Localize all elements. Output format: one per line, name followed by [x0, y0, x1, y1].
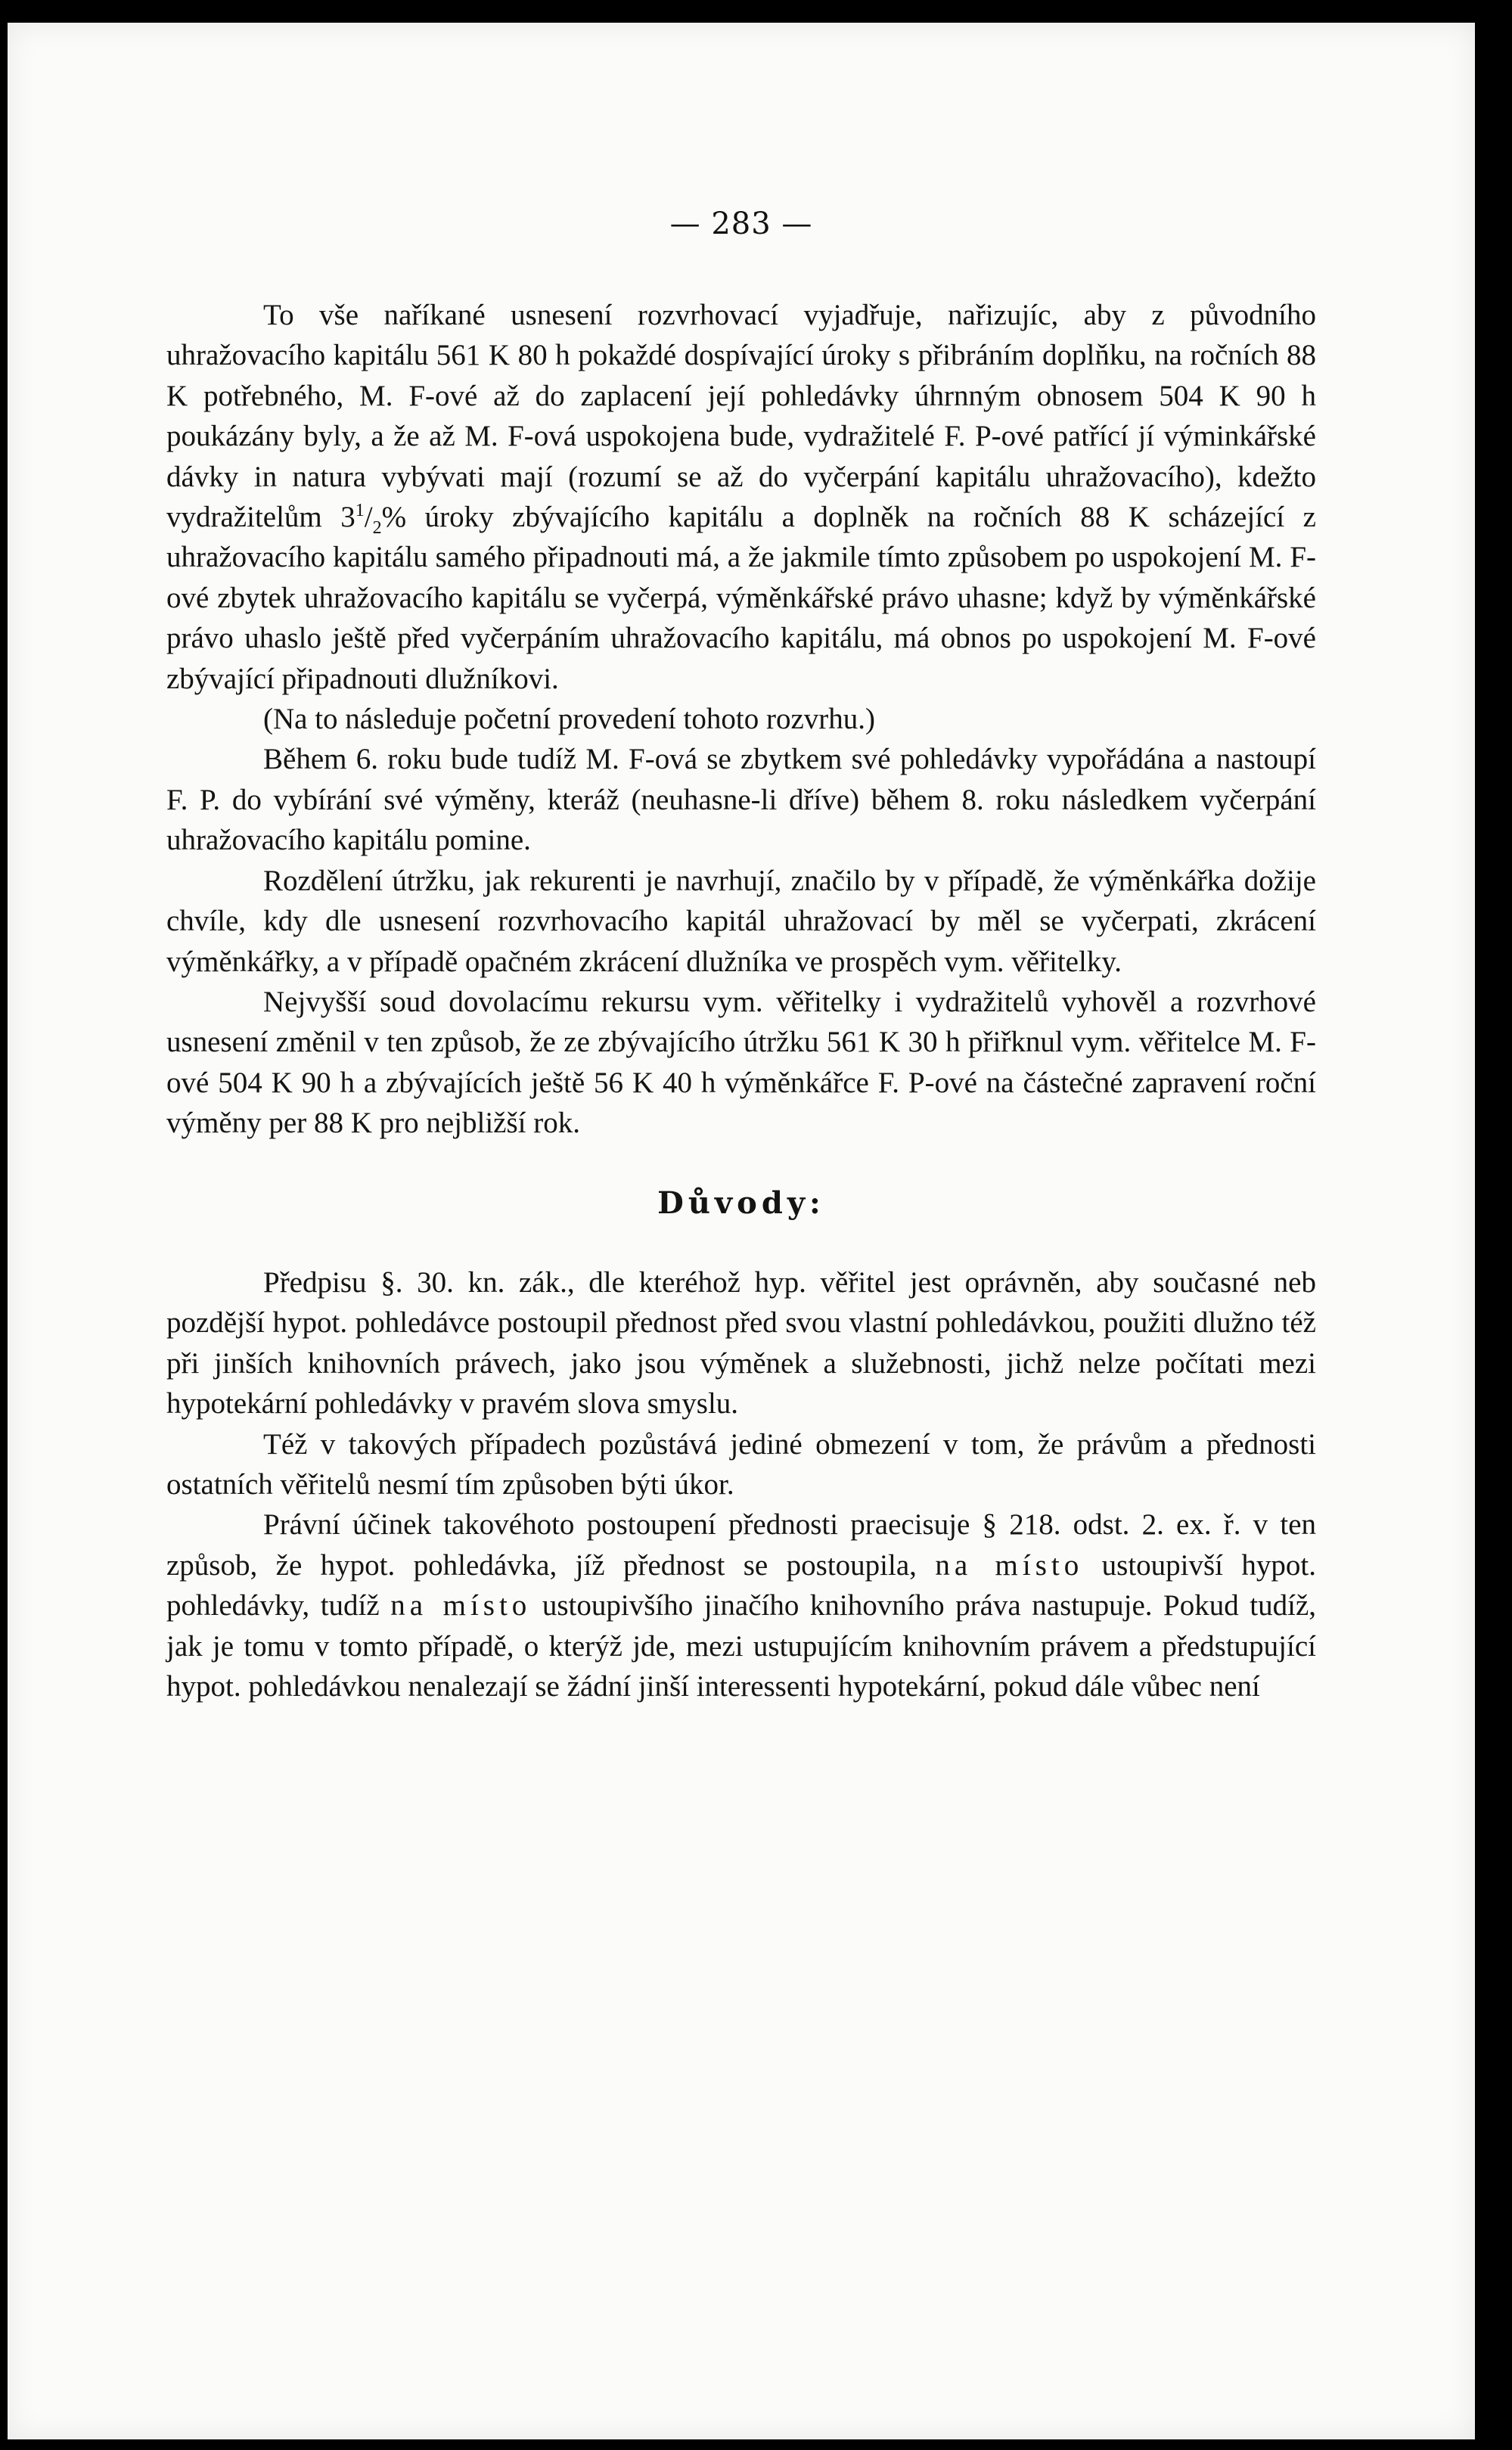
- paragraph-1: [166, 295, 1316, 699]
- rate-numerator: 1: [355, 501, 365, 521]
- paragraph-6: Předpisu §. 30. kn. zák., dle kteréhož hyp. věřitel jest oprávněn, aby současné neb pozdější hypot. pohledávce postoupil přednost před svou vlastní pohledávkou, použiti dlužno též při jinších knihovních právech, jako jsou výměnek a služebnosti, jichž nelze počítati mezi hypotekární pohledávky v pravém slova smyslu.: [166, 1265, 1316, 1421]
- paragraph-8-part-a: Právní účinek takovéhoto postoupení přednosti praecisuje § 218. odst. 2. ex. ř. v ten způsob, že hypot. pohledávka, jíž přednost se postoupila,: [166, 1508, 1316, 1582]
- document-page: [8, 23, 1475, 2439]
- paragraph-5: Nejvyšší soud dovolacímu rekursu vym. věřitelky i vydražitelů vyhověl a rozvrhové usnesení změnil v ten způsob, že ze zbývajícího útržku 561 K 30 h přiřknul vym. věřitelce M. F-ové 504 K 90 h a zbývajících ještě 56 K 40 h výměnkářce F. P-ové na částečné zapravení roční výměny per 88 K pro nejbližší rok.: [166, 985, 1316, 1140]
- paragraph-1-text: To vše naříkané usnesení rozvrhovací vyjadřuje, nařizujíc, aby z původního uhražovacího kapitálu 561 K 80 h pokaždé dospívající úroky s přibráním doplňku, na ročních 88 K potřebného, M. F-ové až do zaplacení její pohledávky úhrnným obnosem 504 K 90 h poukázány byly, a že až M. F-ová uspokojena bude, vydražitelé F. P-ové patřící jí výminkářské dávky in natura vybývati mají (rozumí se až do vyčerpání kapitálu uhražovacího), kdežto vydražitelům: [166, 299, 1316, 534]
- interest-rate: $3^1/_2$: [340, 501, 382, 538]
- page-number: — 283 —: [669, 206, 813, 241]
- spaced-emphasis-2: na místo: [390, 1589, 532, 1622]
- spaced-emphasis-1: na místo: [935, 1548, 1084, 1582]
- paragraph-2: (Na to následuje početní provedení tohoto rozvrhu.): [263, 703, 876, 736]
- paragraph-8: [166, 1504, 1316, 1706]
- body-text: [166, 295, 1316, 1706]
- rate-whole: 3: [340, 501, 355, 534]
- paragraph-8-part-c: ustoupivšího jinačího knihovního práva nastupuje. Pokud tudíž, jak je tomu v tomto případě, o kterýž jde, mezi ustupujícím knihovním právem a předstupující hypot. pohledávkou nenalezají se žádní jinší interessenti hypotekární, pokud dále vůbec není: [166, 1589, 1317, 1703]
- paragraph-1-tail: % úroky zbývajícího kapitálu a doplněk na ročních 88 K scházející z uhražovacího kapitálu samého připadnouti má, a že jakmile tímto způsobem po uspokojení M. F-ové zbytek uhražovacího kapitálu se vyčerpá, výměnkářské právo uhasne; když by výměnkářské právo uhaslo ještě před vyčerpáním uhražovacího kapitálu, má obnos po uspokojení M. F-ové zbývající připadnouti dlužníkovi.: [166, 501, 1316, 695]
- section-heading: Důvody:: [657, 1185, 825, 1221]
- paragraph-3: Během 6. roku bude tudíž M. F-ová se zbytkem své pohledávky vypořádána a nastoupí F. P. do vybírání své výměny, kteráž (neuhasne-li dříve) během 8. roku následkem vyčerpání uhražovacího kapitálu pomine.: [166, 743, 1316, 857]
- paragraph-8-part-b: ustoupivší hypot. pohledávky, tudíž: [166, 1548, 1317, 1622]
- paragraph-4: Rozdělení útržku, jak rekurenti je navrhují, značilo by v případě, že výměnkářka dožije chvíle, kdy dle usnesení rozvrhovacího kapitál uhražovací by měl se vyčerpati, zkrácení výměnkářky, a v případě opačném zkrácení dlužníka ve prospěch vym. věřitelky.: [166, 864, 1316, 978]
- paragraph-7: Též v takových případech pozůstává jediné obmezení v tom, že právům a přednosti ostatních věřitelů nesmí tím způsoben býti úkor.: [166, 1427, 1316, 1501]
- rate-denominator: 2: [372, 517, 382, 538]
